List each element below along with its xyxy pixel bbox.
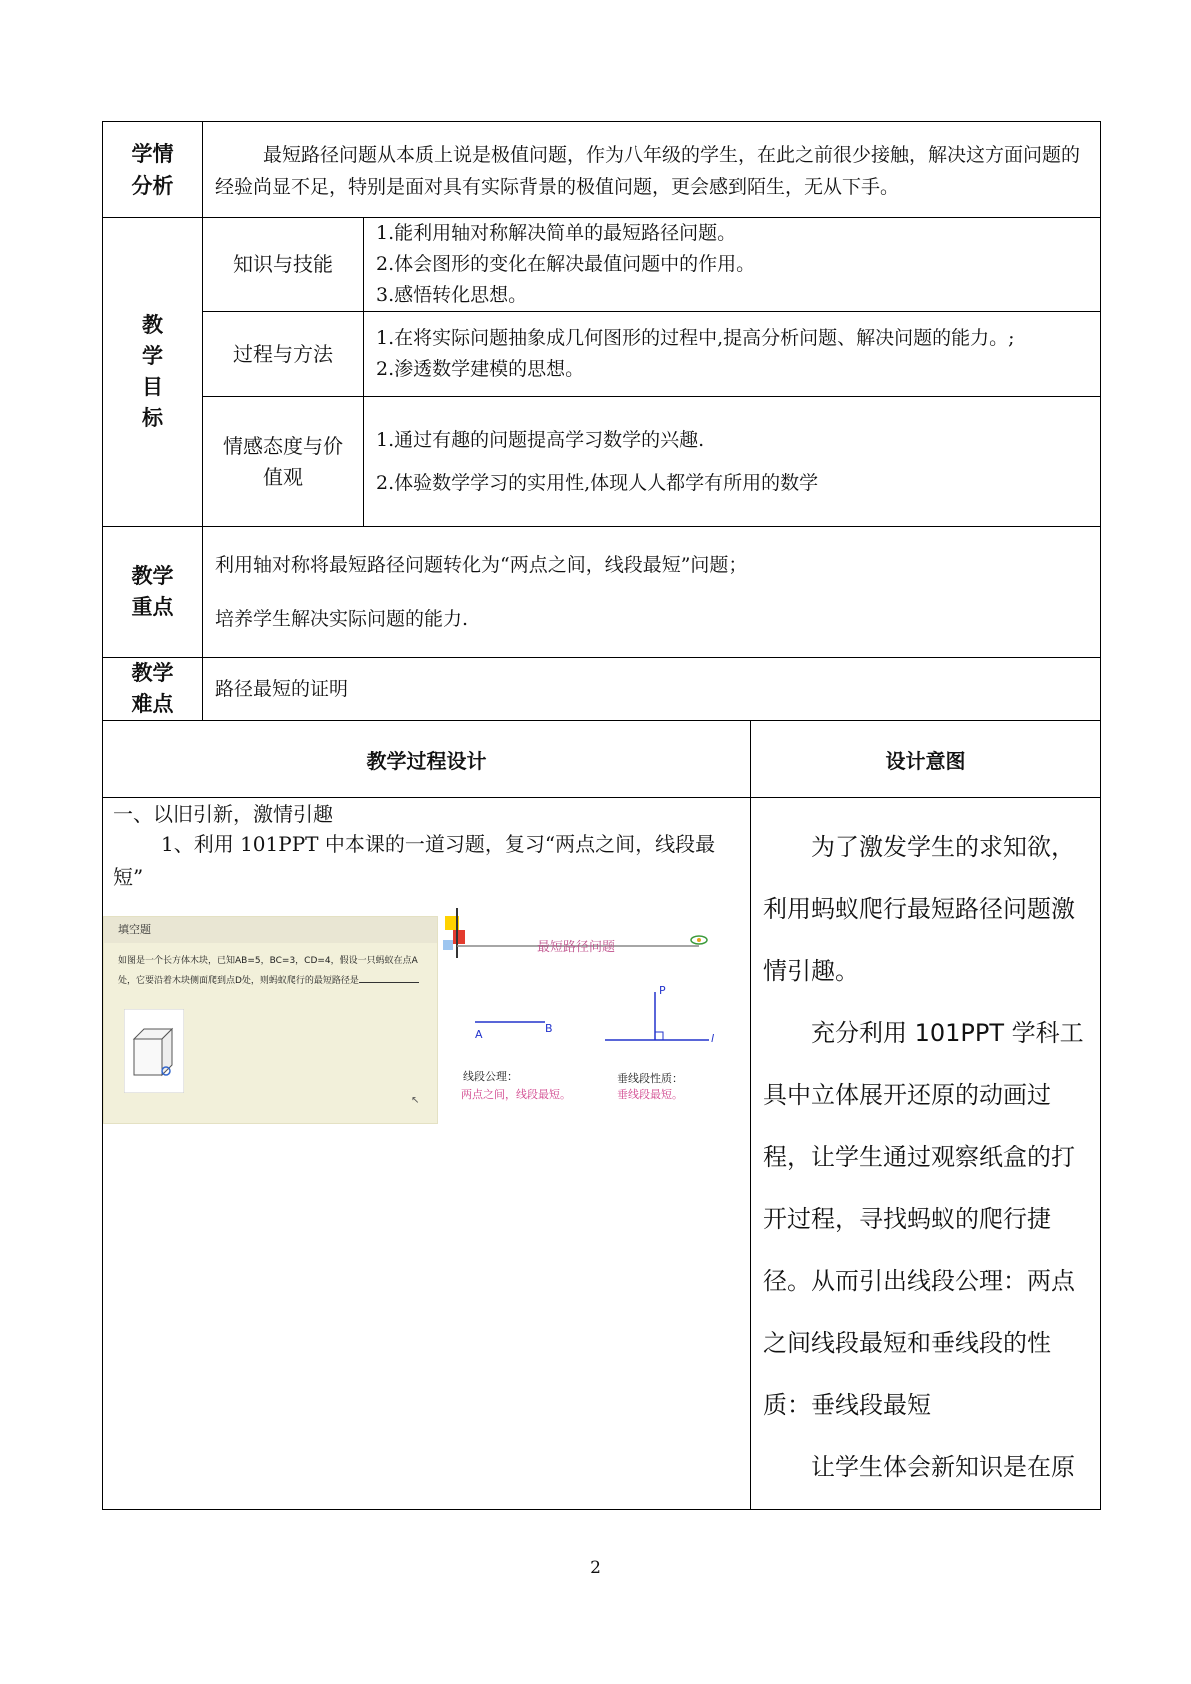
point-b-label: B [545, 1022, 553, 1035]
goal-item: 2.体验数学学习的实用性,体现人人都学有所用的数学 [376, 471, 819, 494]
slide2-title: 最短路径问题 [537, 940, 616, 955]
logo-icon [691, 936, 707, 944]
page-number: 2 [590, 1558, 601, 1578]
shortest-path-slide-image [439, 908, 739, 1108]
goal-item: 1.在将实际问题抽象成几何图形的过程中,提高分析问题、解决问题的能力。; [376, 327, 1015, 349]
intent-header: 设计意图 [751, 721, 1101, 798]
analysis-label: 学情分析 [103, 122, 203, 218]
point-a-label: A [475, 1028, 483, 1041]
line-l-label: l [711, 1032, 715, 1045]
slide-question: 如图是一个长方体木块，已知AB=5，BC=3，CD=4，假设一只蚂蚁在点A处，它要沿着木块侧面爬到点D处，则蚂蚁爬行的最短路径是 [118, 956, 418, 986]
intent-paragraph: 充分利用 101PPT 学科工具中立体展开还原的动画过程，让学生通过观察纸盒的打开过程，寻找蚂蚁的爬行捷径。从而引出线段公理：两点之间线段最短和垂线段的性质：垂线段最短 [763, 1019, 1084, 1419]
key-points-text [203, 527, 1101, 658]
goal-name-process: 过程与方法 [203, 312, 364, 397]
goals-label-char: 标 [142, 406, 163, 430]
process-section-title: 一、以旧引新，激情引趣 [113, 802, 333, 826]
perp-text: 垂线段最短。 [617, 1088, 683, 1101]
point-p-label: P [659, 984, 666, 997]
goal-item: 2.体会图形的变化在解决最值问题中的作用。 [376, 253, 756, 275]
key-point-item: 培养学生解决实际问题的能力. [215, 608, 469, 630]
key-point-item: 利用轴对称将最短路径问题转化为“两点之间，线段最短”问题； [215, 554, 748, 576]
goals-label-char: 目 [142, 375, 163, 399]
process-header: 教学过程设计 [103, 721, 751, 798]
goal-items-emotion [364, 397, 1101, 527]
lesson-plan-table [102, 121, 1101, 1510]
goal-item: 3.感悟转化思想。 [376, 284, 528, 306]
goal-name-emotion: 情感态度与价值观 [203, 397, 364, 527]
analysis-text: 最短路径问题从本质上说是极值问题，作为八年级的学生，在此之前很少接触，解决这方面问题的经验尚显不足，特别是面对具有实际背景的极值问题，更会感到陌生，无从下手。 [203, 122, 1101, 218]
goals-label-char: 教 [142, 313, 163, 337]
slide-title: 填空题 [104, 917, 437, 943]
axiom-text: 两点之间，线段最短。 [461, 1088, 571, 1101]
process-step: 1、利用 101PPT 中本课的一道习题，复习“两点之间，线段最短” [113, 832, 716, 889]
goal-item: 2.渗透数学建模的思想。 [376, 358, 585, 380]
process-cell [103, 798, 751, 1510]
difficulty-text: 路径最短的证明 [203, 658, 1101, 721]
goals-label-char: 学 [142, 344, 163, 368]
goal-items-knowledge [364, 218, 1101, 312]
cursor-icon: ↖ [411, 1095, 420, 1106]
goal-name-knowledge: 知识与技能 [203, 218, 364, 312]
cuboid-figure [124, 1009, 184, 1093]
exercise-slide-image [103, 916, 438, 1124]
intent-cell [751, 798, 1101, 1510]
intent-paragraph: 让学生体会新知识是在原 [811, 1453, 1075, 1481]
goal-item: 1.能利用轴对称解决简单的最短路径问题。 [376, 222, 737, 244]
intent-paragraph: 为了激发学生的求知欲，利用蚂蚁爬行最短路径问题激情引趣。 [763, 833, 1075, 985]
goal-item: 1.通过有趣的问题提高学习数学的兴趣. [376, 428, 705, 451]
axiom-label: 线段公理： [463, 1070, 518, 1083]
key-points-label: 教学 重点 [103, 527, 203, 658]
difficulty-label: 教学 难点 [103, 658, 203, 721]
goals-label [103, 218, 203, 527]
goal-items-process [364, 312, 1101, 397]
perp-label: 垂线段性质： [617, 1072, 683, 1085]
